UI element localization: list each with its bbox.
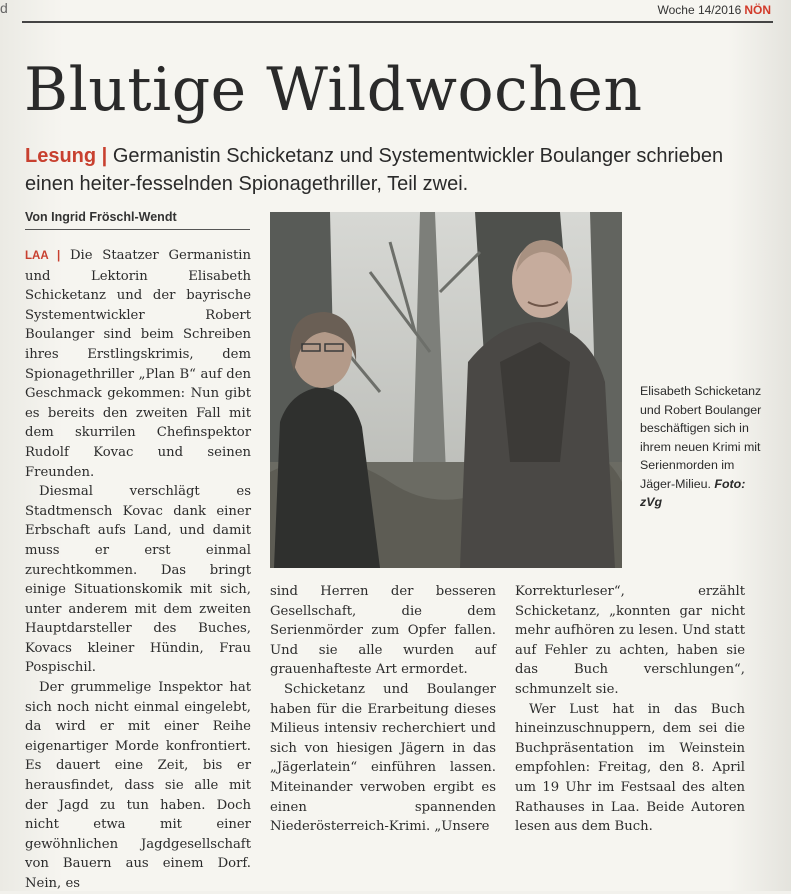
article-photo [270, 212, 622, 568]
deck-text: Germanistin Schicketanz und Systementwickler Boulanger schrieben einen heiter-fesselnden Spionagethriller, Teil zwei. [25, 145, 724, 195]
caption-text: Elisabeth Schicketanz und Robert Boulanger beschäftigen sich in ihrem neuen Krimi mit Serienmorden im Jäger-Milieu. [640, 384, 762, 491]
paragraph [25, 246, 251, 482]
deck [25, 142, 765, 198]
dateline: LAA | [25, 250, 61, 262]
paragraph: Schicketanz und Boulanger haben für die Erarbeitung dieses Milieus intensiv recherchiert und sich von hiesigen Jägern in das „Jägerlatein“ einführen lassen. Miteinander verwoben ergibt es einen spannenden Niederösterreich-Krimi. „Unsere [270, 681, 496, 835]
kicker: Lesung | [25, 145, 108, 167]
article-column-1 [25, 246, 251, 894]
byline-rule [25, 229, 250, 230]
header-rule [22, 21, 773, 23]
article-column-2 [270, 582, 496, 837]
paragraph: Diesmal verschlägt es Stadtmensch Kovac dank einer Erbschaft aufs Land, und damit muss er erst einmal zurechtkommen. Das bringt einige Situationskomik mit sich, unter anderem mit dem zweiten Hauptdarsteller des Buches, Kovacs kleiner Hündin, Frau Pospischil. [25, 484, 251, 676]
photo-authors-in-forest [270, 212, 622, 568]
headline: Blutige Wildwochen [24, 55, 643, 125]
brand-logo: NÖN [744, 3, 771, 17]
byline: Von Ingrid Fröschl-Wendt [25, 210, 177, 224]
photo-caption [640, 382, 768, 512]
page-corner-mark: d [0, 0, 8, 16]
article-column-3 [515, 582, 745, 837]
paragraph: Der grummelige Inspektor hat sich noch nicht einmal eingelebt, da wird er mit einer Reihe eigenartiger Morde konfrontiert. Es dauert eine Zeit, bis er herausfindet, dass sie alle mit der Jagd zu tun haben. Doch nicht etwa mit einer gewöhnlichen Jagdgesellschaft von Bauern aus einem Dorf. Nein, es [25, 680, 251, 891]
issue-label [657, 3, 771, 17]
paragraph-text: Die Staatzer Germanistin und Lektorin Elisabeth Schicketanz und der bayrische Systementwickler Robert Boulanger sind beim Schreiben ihres Erstlingskrimis, dem Spionagethriller „Plan B“ auf den Geschmack gekommen: Nun gibt es bereits den zweiten Fall mit dem skurrilen Chefinspektor Rudolf Kovac und seinen Freunden. [25, 248, 251, 480]
issue-week: Woche 14/2016 [657, 3, 742, 17]
paragraph: sind Herren der besseren Gesellschaft, die dem Serienmörder zum Opfer fallen. Und sie alle wurden auf grauenhafteste Art ermordet. [270, 584, 496, 678]
photo-credit: Foto: zVg [640, 476, 746, 509]
paragraph: Korrekturleser“, erzählt Schicketanz, „konnten gar nicht mehr aufhören zu lesen. Und statt auf Fehler zu achten, haben sie das Buch verschlungen“, schmunzelt sie. [515, 584, 745, 697]
paragraph: Wer Lust hat in das Buch hineinzuschnuppern, dem sei die Buchpräsentation im Weinstein empfohlen: Freitag, den 8. April um 19 Uhr im Festsaal des alten Rathauses in Laa. Beide Autoren lesen aus dem Buch. [515, 701, 745, 835]
